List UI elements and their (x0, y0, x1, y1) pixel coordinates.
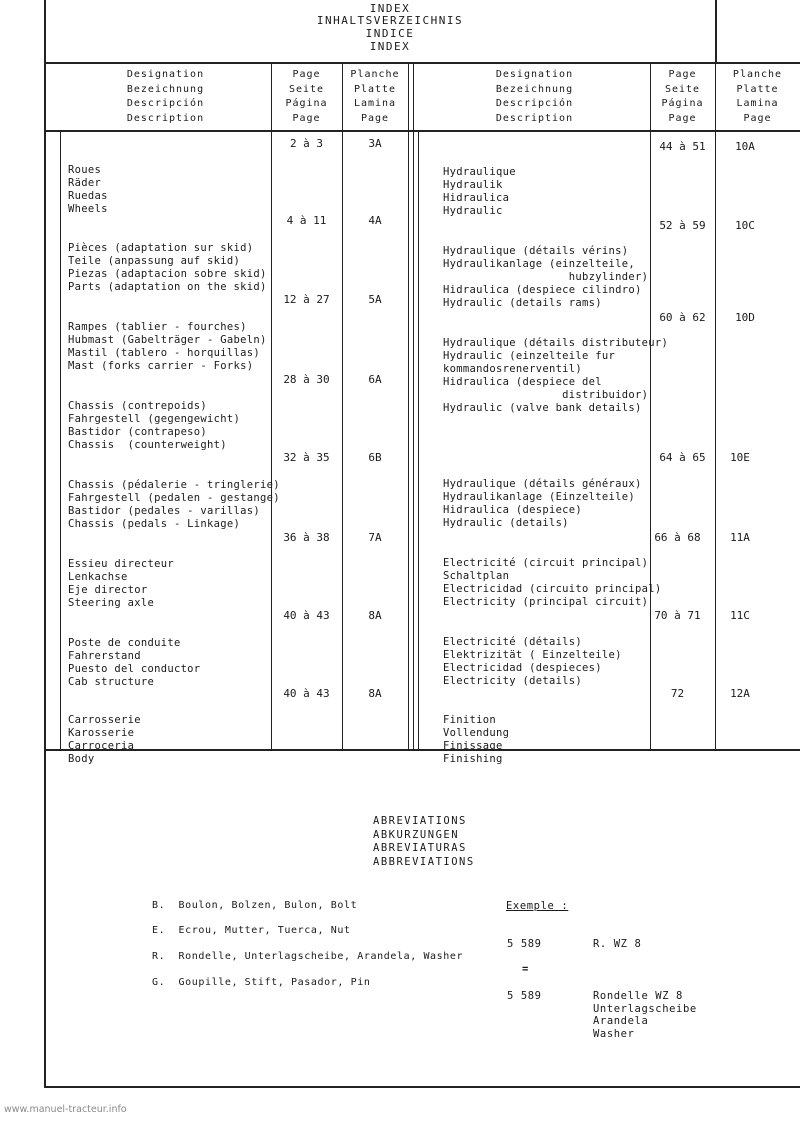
left-row-page: 40 à 43 (283, 609, 330, 622)
header-page-left: Page Seite Página Page (285, 69, 328, 124)
abbreviation-item: B. Boulon, Bolzen, Bulon, Bolt (152, 900, 358, 911)
right-row-designation: Hydraulique (détails généraux) Hydraulikanlage (Einzelteile) Hidraulica (despiece) Hydraulic (details) (443, 478, 642, 529)
left-row-plate: 5A (368, 293, 382, 306)
abbreviation-item: R. Rondelle, Unterlagscheibe, Arandela, Washer (152, 951, 464, 962)
right-row-designation: Hydraulique (détails vérins) Hydraulikanlage (einzelteile, hubzylinder) Hidraulica (despiece cilindro) Hydraulic (details rams) (443, 245, 649, 309)
left-row-plate: 3A (368, 137, 382, 150)
left-row-designation: Poste de conduite Fahrerstand Puesto del conductor Cab structure (68, 637, 201, 688)
abbreviations-title: ABREVIATIONS ABKURZUNGEN ABREVIATURAS ABBREVIATIONS (373, 815, 475, 868)
right-row-plate: 10D (735, 311, 755, 324)
title-bottom-rule (44, 62, 800, 64)
right-row-plate: 12A (730, 687, 750, 700)
right-row-page: 52 à 59 (659, 219, 706, 232)
abbreviation-item: E. Ecrou, Mutter, Tuerca, Nut (152, 925, 351, 936)
right-row-designation: Hydraulique (détails distributeur) Hydraulic (einzelteile fur kommandosrenerventil) Hidraulica (despiece del distribuidor) Hydraulic (valve bank details) (443, 337, 669, 414)
left-row-designation: Essieu directeur Lenkachse Eje director Steering axle (68, 558, 174, 609)
frame-bottom-border (44, 1086, 800, 1088)
left-row-page: 4 à 11 (286, 214, 327, 227)
left-row-designation: Rampes (tablier - fourches) Hubmast (Gabelträger - Gabeln) Mastil (tablero - horquillas) Mast (forks carrier - Forks) (68, 321, 267, 372)
col-divider-center-2 (413, 63, 414, 750)
right-row-page: 70 à 71 (654, 609, 701, 622)
title-line: INDEX (369, 2, 411, 15)
right-row-page: 44 à 51 (659, 140, 706, 153)
example-code: 5 589 (507, 990, 542, 1002)
left-row-page: 36 à 38 (283, 531, 330, 544)
col-divider-plate-left (342, 63, 343, 750)
abbreviation-item: G. Goupille, Stift, Pasador, Pin (152, 977, 371, 988)
title-line: INDEX (369, 40, 411, 53)
left-row-page: 32 à 35 (283, 451, 330, 464)
right-row-designation: Finition Vollendung Finissage Finishing (443, 714, 510, 765)
example-label: Exemple : (506, 900, 569, 912)
col-divider-plate-right (715, 63, 716, 750)
left-row-designation: Carrosserie Karosserie Carroceria Body (68, 714, 141, 765)
example-reference-translations: Rondelle WZ 8 Unterlagscheibe Arandela Washer (593, 990, 697, 1040)
right-row-plate: 11C (730, 609, 750, 622)
right-row-page: 60 à 62 (659, 311, 706, 324)
left-row-designation: Pièces (adaptation sur skid) Teile (anpassung auf skid) Piezas (adaptacion sobre skid) Parts (adaptation on the skid) (68, 242, 267, 293)
right-row-plate: 10E (730, 451, 750, 464)
right-row-designation: Electricité (détails) Elektrizität ( Einzelteile) Electricidad (despieces) Electricity (details) (443, 636, 622, 687)
footer-watermark: www.manuel-tracteur.info (4, 1104, 127, 1115)
table-bottom-rule (44, 749, 800, 751)
right-row-plate: 10C (735, 219, 755, 232)
header-designation-right: Designation Bezeichnung Descripción Description (495, 69, 574, 124)
title-line: INHALTSVERZEICHNIS (316, 14, 464, 27)
left-row-plate: 8A (368, 687, 382, 700)
left-row-plate: 6B (368, 451, 382, 464)
left-row-plate: 6A (368, 373, 382, 386)
col-divider-center-3 (418, 132, 419, 750)
left-row-page: 12 à 27 (283, 293, 330, 306)
right-row-designation: Electricité (circuit principal) Schaltplan Electricidad (circuito principal) Electricity (principal circuit) (443, 557, 662, 608)
col-divider-page-left (271, 63, 272, 750)
header-planche-left: Planche Platte Lamina Page (350, 69, 400, 124)
header-page-right: Page Seite Página Page (661, 69, 704, 124)
left-row-plate: 4A (368, 214, 382, 227)
right-row-page: 64 à 65 (659, 451, 706, 464)
example-code: 5 589 (507, 938, 542, 950)
right-row-page: 66 à 68 (654, 531, 701, 544)
left-row-designation: Roues Räder Ruedas Wheels (68, 164, 108, 215)
right-row-page: 72 (670, 687, 685, 700)
left-row-designation: Chassis (pédalerie - tringlerie) Fahrgestell (pedalen - gestange) Bastidor (pedales - varillas) Chassis (pedals - Linkage) (68, 479, 280, 530)
left-row-plate: 7A (368, 531, 382, 544)
left-row-page: 40 à 43 (283, 687, 330, 700)
example-equals: = (522, 963, 529, 975)
frame-left-border (44, 0, 46, 1087)
right-row-plate: 10A (735, 140, 755, 153)
right-row-plate: 11A (730, 531, 750, 544)
header-planche-right: Planche Platte Lamina Page (732, 69, 783, 124)
left-row-designation: Chassis (contrepoids) Fahrgestell (gegengewicht) Bastidor (contrapeso) Chassis (counterweight) (68, 400, 241, 451)
title-line: INDICE (365, 27, 415, 40)
right-row-designation: Hydraulique Hydraulik Hidraulica Hydraulic (443, 166, 516, 217)
col-divider-center-1 (408, 63, 409, 750)
left-row-page: 2 à 3 (289, 137, 324, 150)
example-reference: R. WZ 8 (593, 938, 642, 950)
left-row-plate: 8A (368, 609, 382, 622)
header-designation-left: Designation Bezeichnung Descripción Description (126, 69, 205, 124)
left-row-page: 28 à 30 (283, 373, 330, 386)
header-bottom-rule (44, 130, 800, 132)
col-divider-left-inner (60, 132, 61, 750)
